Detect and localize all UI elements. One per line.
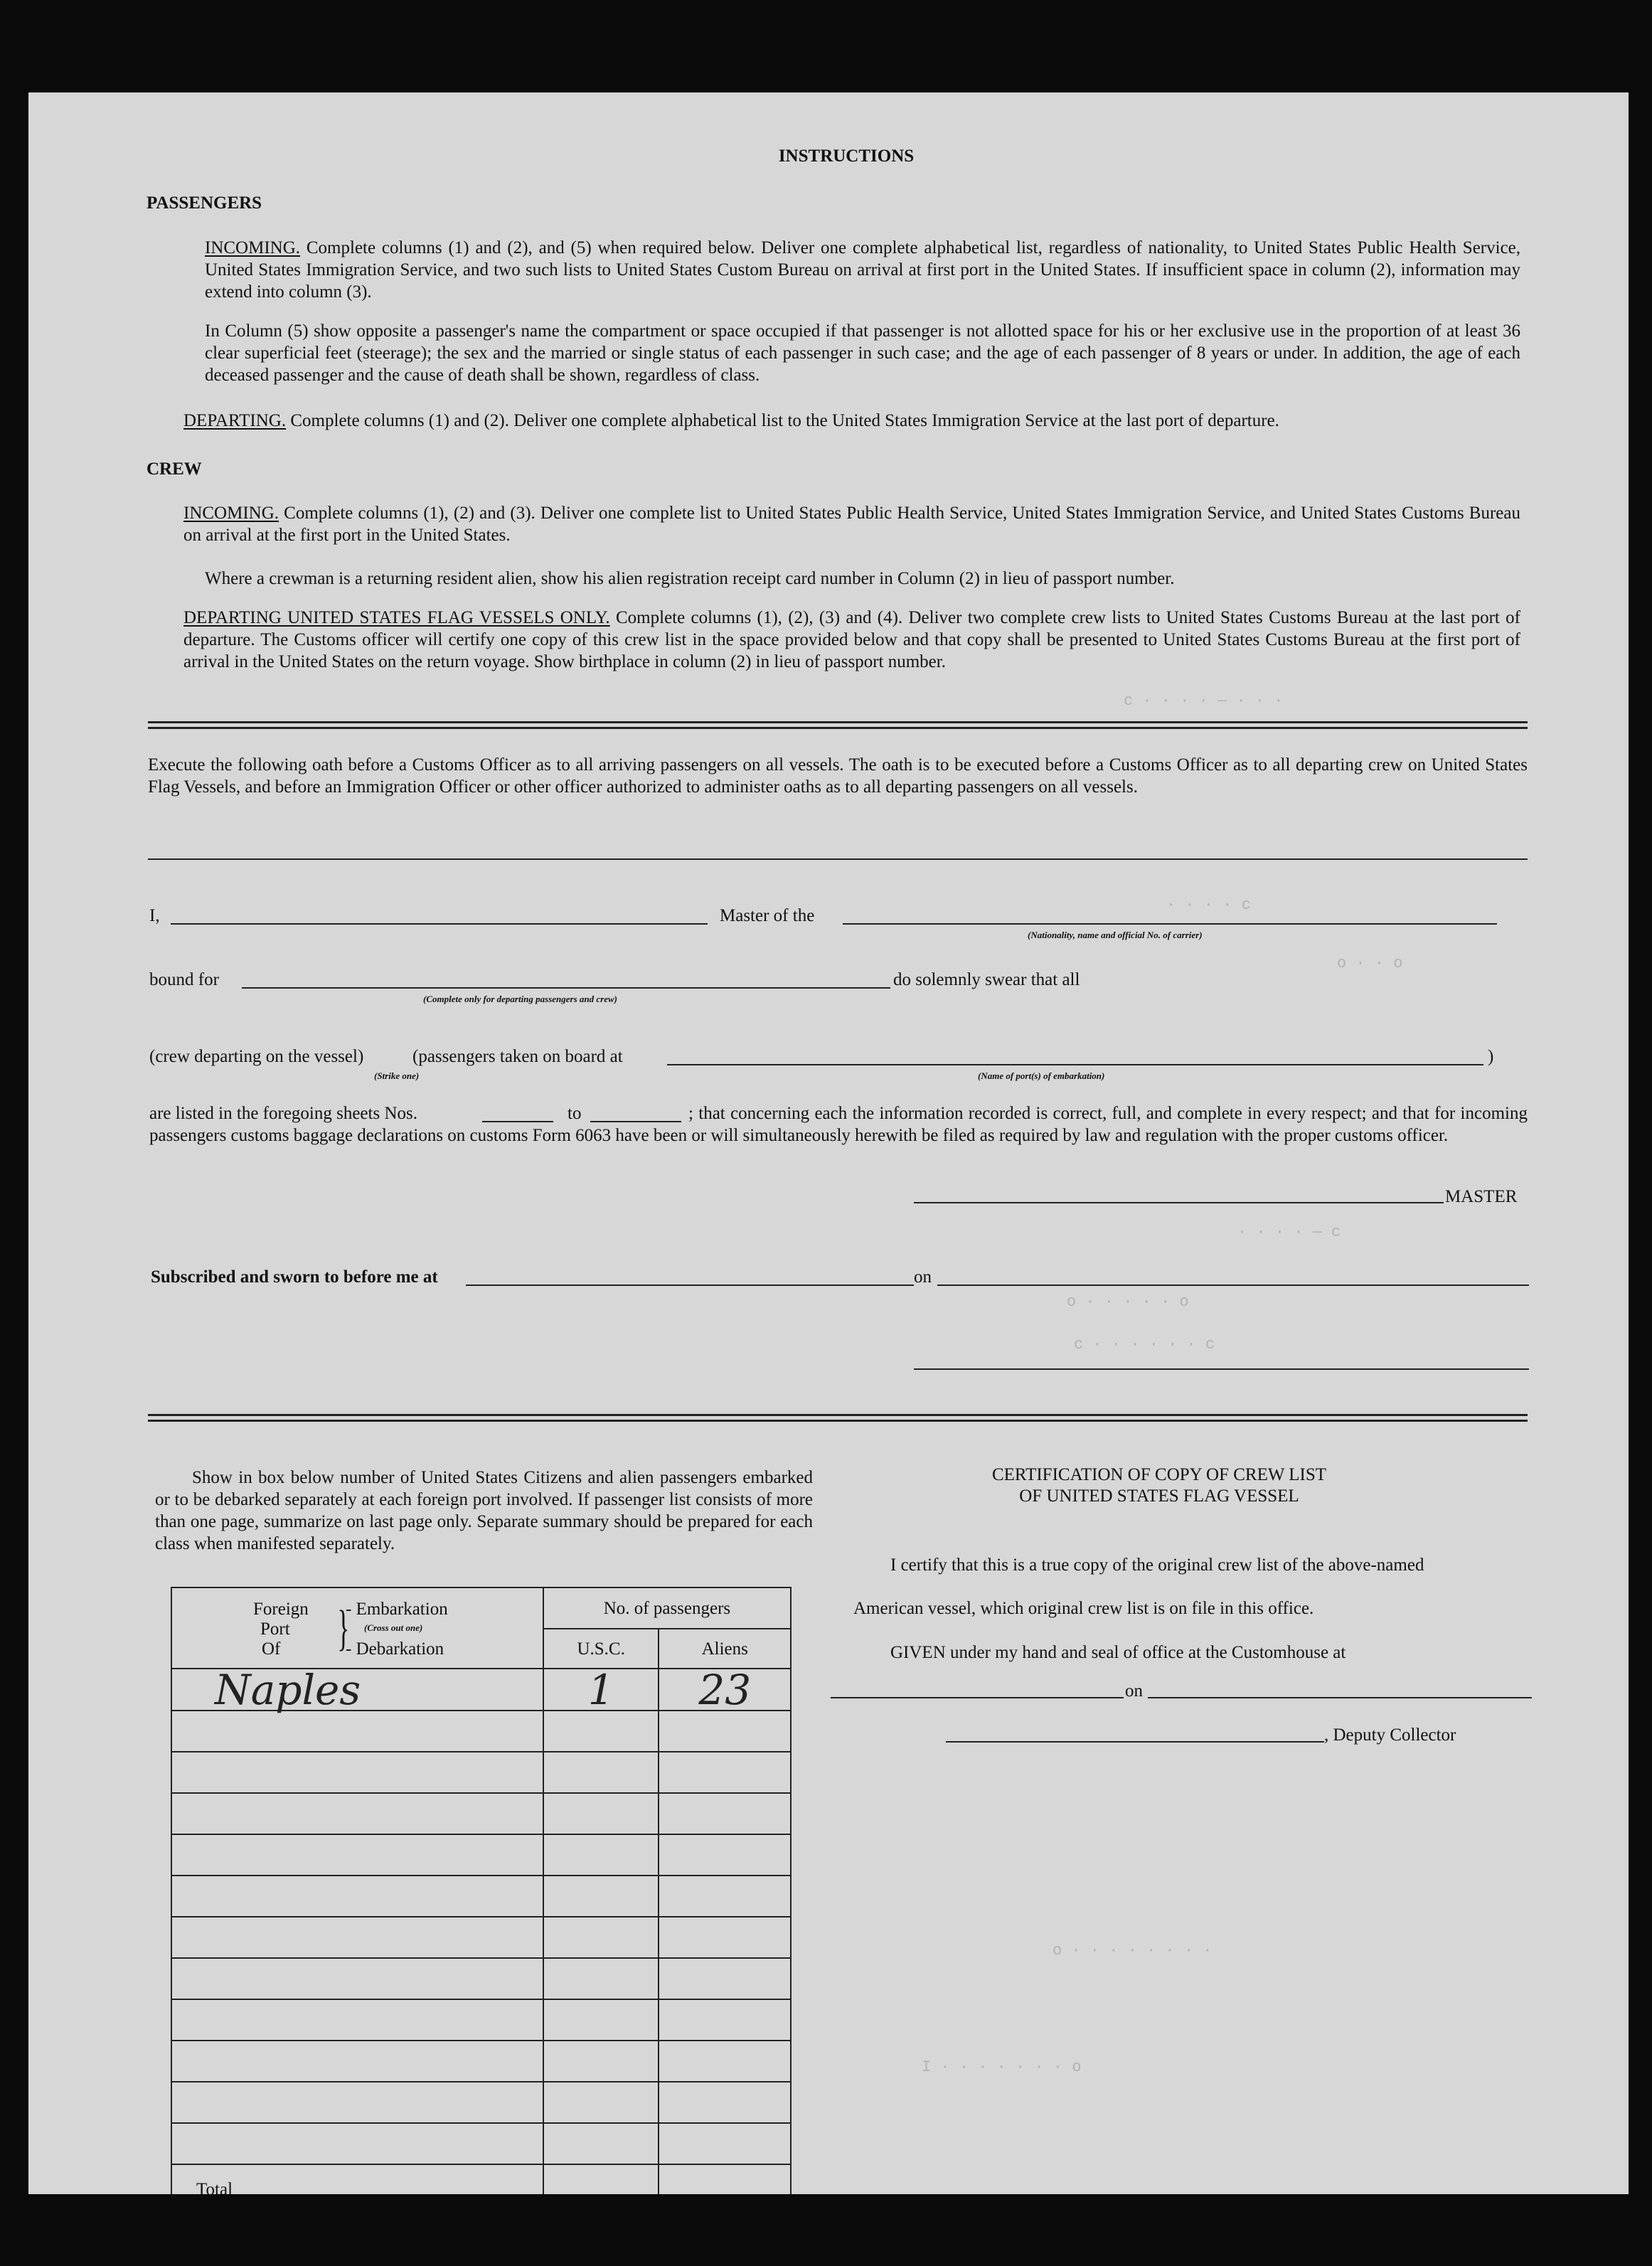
passengers-departing-label: DEPARTING. (183, 411, 287, 430)
crew-incoming-block (183, 502, 1520, 546)
listed-post: ; that concerning each the information recorded is correct, full, and complete in every respect; and that for incoming passengers customs baggage declarations on customs Form 6063 have been or will simultaneously herewith be filed as required by law and regulation with the proper customs officer. (149, 1104, 1528, 1145)
usc-cell[interactable] (543, 1917, 659, 1958)
listed-to: to (567, 1104, 582, 1123)
table-row (171, 1999, 791, 2041)
summary-instruction: Show in box below number of United States Citizens and alien passengers embarked or to be debarked separately at each foreign port involved. If passenger list consists of more than one page, summarize on last page only. Separate summary should be prepared for each class when manifested separately. (155, 1468, 813, 1553)
certification-on-label: on (1125, 1681, 1143, 1701)
carrier-field[interactable] (843, 923, 1497, 925)
usc-header: U.S.C. (543, 1629, 659, 1669)
passengers-incoming-text: Complete columns (1) and (2), and (5) when required below. Deliver one complete alphabetical list, regardless of nationality, to United States Public Health Service, United States Immigration Service, and two such lists to United States Custom Bureau on arrival at first port in the United States. If insufficient space in column (2), information may extend into column (3). (205, 238, 1521, 302)
sworn-on-label: on (914, 1267, 932, 1287)
close-paren: ) (1488, 1047, 1494, 1066)
oath-intro: Execute the following oath before a Customs Officer as to all arriving passengers on all vessels. The oath is to be executed before a Customs Officer as to all departing crew on United States Flag Vessels, and before an Immigration Officer or other officer authorized to administer oaths as to all departing passengers on all vessels. (148, 755, 1528, 797)
port-cell[interactable] (171, 1834, 543, 1876)
usc-cell[interactable] (543, 1711, 659, 1752)
table-row (171, 1669, 791, 1711)
aliens-cell[interactable] (659, 2123, 791, 2164)
usc-cell[interactable] (543, 1752, 659, 1793)
passengers-departing-text: Complete columns (1) and (2). Deliver one complete alphabetical list to the United States Immigration Service at the last port of departure. (290, 411, 1279, 430)
instructions-title: INSTRUCTIONS (778, 147, 915, 166)
port-cell[interactable] (171, 1793, 543, 1834)
aliens-header: Aliens (659, 1629, 791, 1669)
usc-cell[interactable] (543, 2041, 659, 2082)
usc-cell[interactable]: 1 (543, 1669, 659, 1711)
port-header-cell (171, 1587, 543, 1669)
certification-title-2: OF UNITED STATES FLAG VESSEL (1019, 1486, 1299, 1506)
customhouse-field[interactable] (831, 1697, 1124, 1698)
usc-cell[interactable] (543, 1958, 659, 1999)
port-cell[interactable] (171, 2082, 543, 2123)
passengers-taken-paren: (passengers taken on board at (412, 1047, 623, 1066)
passenger-summary-table (171, 1587, 792, 2194)
passengers-incoming-label: INCOMING. (205, 238, 301, 257)
certify-line-2: American vessel, which original crew list is on file in this office. (853, 1599, 1314, 1618)
total-usc-cell[interactable] (543, 2164, 659, 2194)
master-of-the-label: Master of the (720, 906, 815, 925)
solemnly-swear-text: do solemnly swear that all (893, 970, 1080, 989)
usc-cell[interactable] (543, 1999, 659, 2041)
strike-one-caption: (Strike one) (374, 1070, 420, 1081)
aliens-cell[interactable] (659, 1958, 791, 1999)
given-line: GIVEN under my hand and seal of office at the Customhouse at (890, 1643, 1346, 1662)
bleed-through-mark: c · · · · · · c (1074, 1336, 1215, 1353)
deputy-collector-label: , Deputy Collector (1324, 1725, 1456, 1745)
certification-title-1: CERTIFICATION OF COPY OF CREW LIST (991, 1465, 1327, 1484)
table-row (171, 1752, 791, 1793)
aliens-cell[interactable] (659, 1793, 791, 1834)
header-embarkation: - Embarkation (346, 1600, 448, 1619)
bound-for-caption: (Complete only for departing passengers and crew) (423, 994, 617, 1004)
brace-icon: } (337, 1601, 350, 1656)
port-cell[interactable] (171, 2041, 543, 2082)
usc-cell[interactable] (543, 2082, 659, 2123)
port-cell[interactable] (171, 1752, 543, 1793)
divider-double-bottom (148, 1414, 1528, 1422)
header-cross-out: (Cross out one) (364, 1622, 423, 1633)
bound-for-field[interactable] (242, 987, 890, 989)
port-cell[interactable] (171, 1958, 543, 1999)
aliens-cell[interactable]: 23 (659, 1669, 791, 1711)
table-row (171, 2041, 791, 2082)
aliens-cell[interactable] (659, 2041, 791, 2082)
deputy-signature-field[interactable] (946, 1741, 1324, 1743)
master-label: MASTER (1445, 1187, 1518, 1206)
usc-cell[interactable] (543, 1793, 659, 1834)
port-cell[interactable] (171, 1876, 543, 1917)
header-debarkation: - Debarkation (346, 1639, 444, 1659)
usc-cell[interactable] (543, 1834, 659, 1876)
total-aliens-cell[interactable] (659, 2164, 791, 2194)
oath-i-label: I, (149, 906, 160, 925)
passengers-departing-block (183, 410, 1520, 432)
bleed-through-mark: · · · · — c (1237, 1223, 1341, 1241)
no-passengers-header: No. of passengers (543, 1587, 791, 1629)
table-row (171, 1876, 791, 1917)
total-row (171, 2164, 791, 2194)
bleed-through-mark: o · · · · · o (1067, 1293, 1189, 1311)
divider-double-top (148, 721, 1528, 729)
total-label: Total (171, 2164, 543, 2194)
crew-departing-label: DEPARTING UNITED STATES FLAG VESSELS ONLY. (183, 608, 610, 627)
port-cell[interactable] (171, 1999, 543, 2041)
table-row (171, 1711, 791, 1752)
aliens-cell[interactable] (659, 2082, 791, 2123)
bleed-through-mark: o · · o (1337, 954, 1403, 972)
bleed-through-mark: c · · · · — · · · (1124, 692, 1284, 710)
certify-line-1: I certify that this is a true copy of the original crew list of the above-named (890, 1555, 1424, 1575)
table-row (171, 2123, 791, 2164)
header-of: Of (262, 1639, 281, 1659)
embarkation-ports-field[interactable] (667, 1064, 1483, 1065)
aliens-cell[interactable] (659, 1917, 791, 1958)
aliens-cell[interactable] (659, 1834, 791, 1876)
aliens-cell[interactable] (659, 1876, 791, 1917)
port-cell[interactable]: Naples (171, 1669, 543, 1711)
port-cell[interactable] (171, 2123, 543, 2164)
bleed-through-mark: · · · · c (1166, 896, 1251, 914)
sworn-date-field[interactable] (937, 1284, 1529, 1286)
port-cell[interactable] (171, 1711, 543, 1752)
usc-cell[interactable] (543, 1876, 659, 1917)
table-row (171, 1917, 791, 1958)
usc-cell[interactable] (543, 2123, 659, 2164)
crew-incoming-label: INCOMING. (183, 504, 279, 523)
passengers-incoming-block (205, 237, 1520, 303)
crewman-instruction: Where a crewman is a returning resident alien, show his alien registration receipt card number in Column (2) in lieu of passport number. (205, 569, 1175, 588)
manifest-back-page (28, 92, 1629, 2194)
table-row (171, 2082, 791, 2123)
bound-for-label: bound for (149, 970, 219, 989)
master-signature-field[interactable] (914, 1202, 1444, 1203)
master-name-field[interactable] (171, 923, 708, 925)
aliens-cell[interactable] (659, 1999, 791, 2041)
table-row (171, 1958, 791, 1999)
header-port: Port (260, 1619, 290, 1639)
subscribed-label: Subscribed and sworn to before me at (151, 1267, 438, 1287)
officer-signature-field[interactable] (914, 1368, 1529, 1370)
column5-instruction: In Column (5) show opposite a passenger's name the compartment or space occupied if that passenger is not allotted space for his or her exclusive use in the proportion of at least 36 clear superficial feet (steerage); the sex and the married or single status of each passenger in such case; and the age of each passenger of 8 years or under. In addition, the age of each deceased passenger and the cause of death shall be shown, regardless of class. (205, 321, 1520, 385)
crew-incoming-text: Complete columns (1), (2) and (3). Deliver one complete list to United States Public Health Service, United States Immigration Service, and United States Customs Bureau on arrival at the first port in the United States. (183, 504, 1520, 545)
aliens-cell[interactable] (659, 1752, 791, 1793)
sworn-place-field[interactable] (466, 1284, 914, 1286)
certification-date-field[interactable] (1148, 1697, 1532, 1698)
crew-departing-text: Complete columns (1), (2), (3) and (4). Deliver two complete crew lists to United States Customs Bureau at the last port of departure. The Customs officer will certify one copy of this crew list in the space provided below and that copy shall be presented to United States Customs Bureau at the first port of arrival in the United States on the return voyage. Show birthplace in column (2) in lieu of passport number. (183, 608, 1520, 671)
nationality-caption: (Nationality, name and official No. of carrier) (1028, 930, 1203, 940)
port-cell[interactable] (171, 1917, 543, 1958)
crew-departing-paren: (crew departing on the vessel) (149, 1047, 364, 1066)
table-row (171, 1793, 791, 1834)
bleed-through-mark: I · · · · · · · o (922, 2058, 1082, 2076)
aliens-cell[interactable] (659, 1711, 791, 1752)
ports-caption: (Name of port(s) of embarkation) (978, 1070, 1105, 1081)
divider-oath (148, 858, 1528, 860)
crew-heading: CREW (146, 459, 202, 479)
bleed-through-mark: o · · · · · · · · (1053, 1942, 1213, 1959)
table-row (171, 1834, 791, 1876)
listed-pre: are listed in the foregoing sheets Nos. (149, 1104, 417, 1123)
passengers-heading: PASSENGERS (146, 193, 262, 213)
crew-departing-block (183, 607, 1520, 673)
header-foreign: Foreign (253, 1600, 309, 1619)
